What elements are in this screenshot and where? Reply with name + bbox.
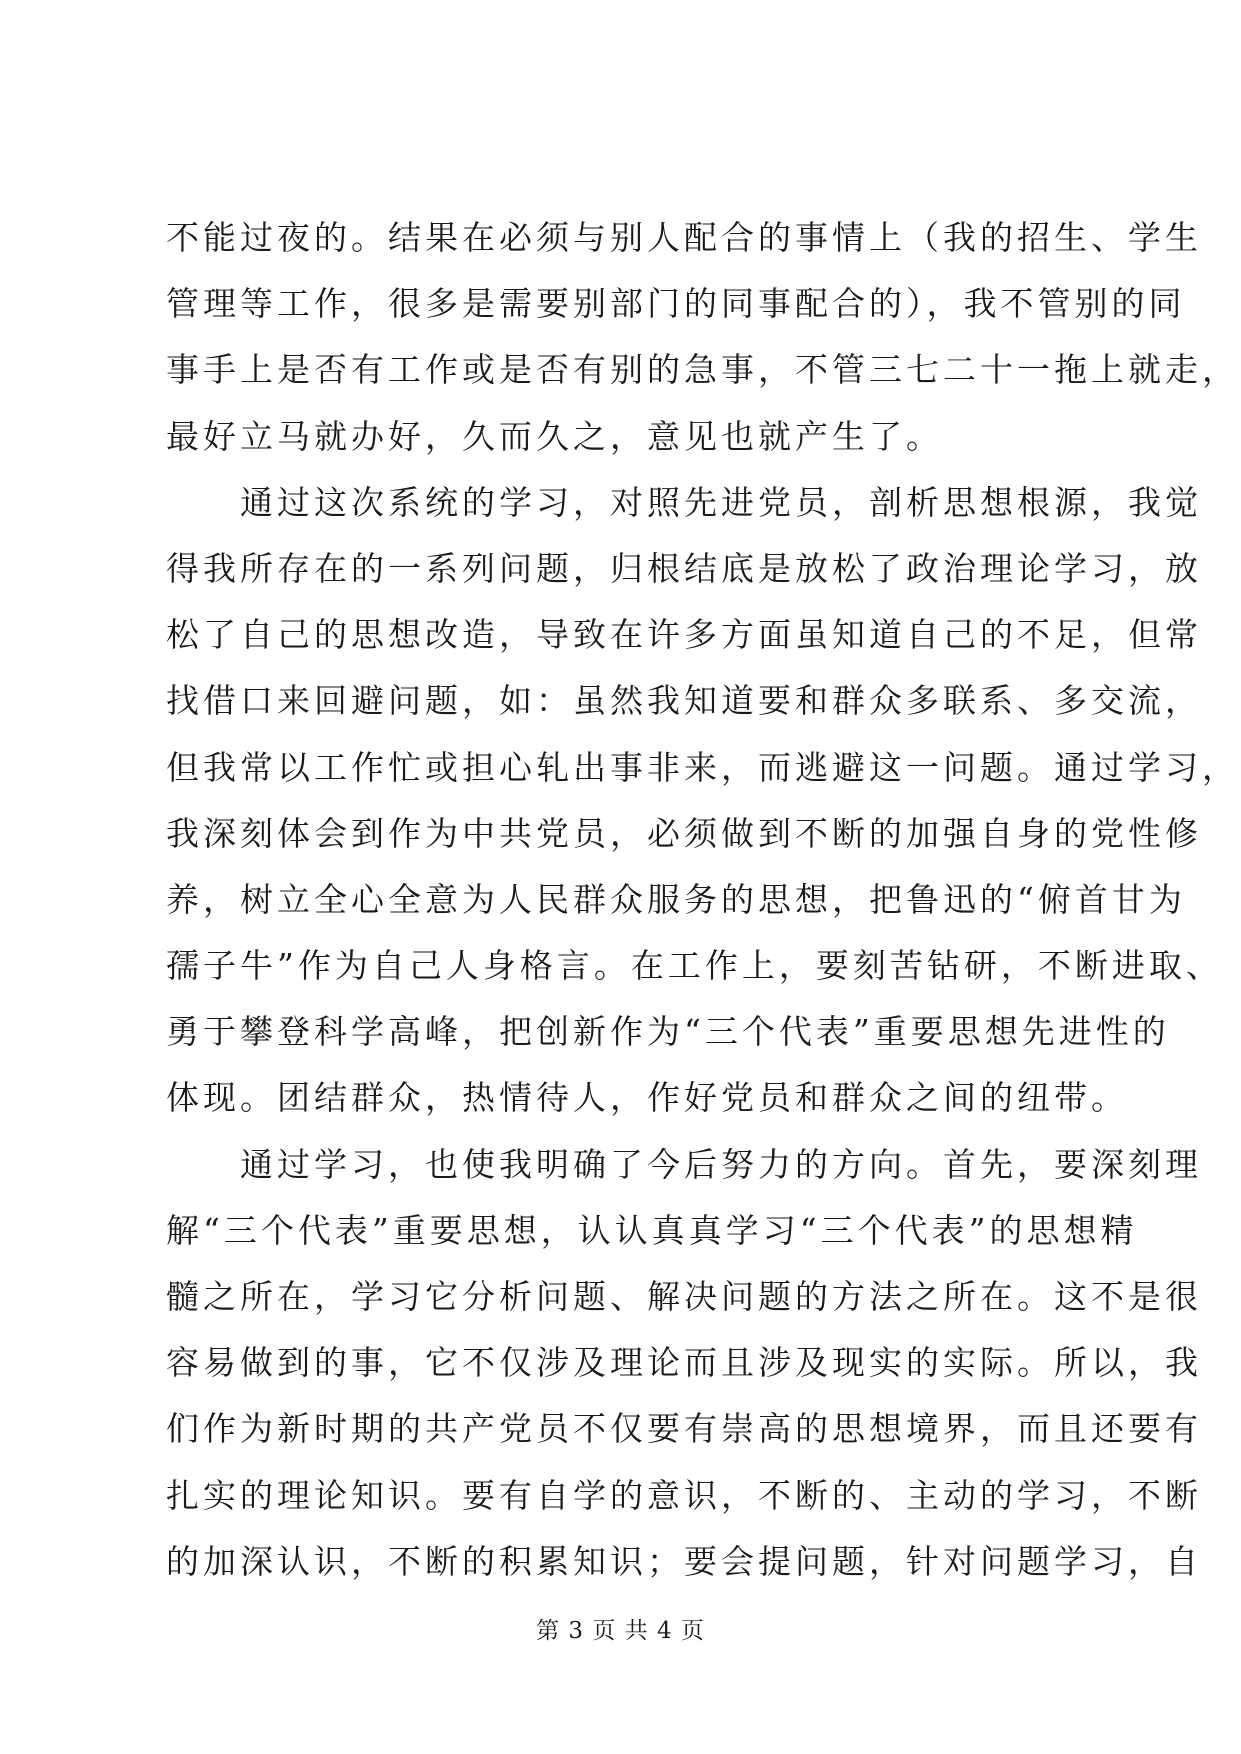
page-number-footer: 第 3 页 共 4 页: [536, 1618, 705, 1644]
text-line: 勇于攀登科学高峰，把创新作为“三个代表”重要思想先进性的: [166, 1012, 1170, 1052]
text-line: 体现。团结群众，热情待人，作好党员和群众之间的纽带。: [166, 1078, 1128, 1118]
text-line: 解“三个代表”重要思想，认认真真学习“三个代表”的思想精: [166, 1210, 1138, 1250]
text-line: 通过学习，也使我明确了今后努力的方向。首先，要深刻理: [240, 1144, 1202, 1184]
text-line: 养，树立全心全意为人民群众服务的思想，把鲁迅的“俯首甘为: [166, 879, 1186, 919]
document-body: [166, 205, 1239, 1595]
text-line: 松了自己的思想改造，导致在许多方面虽知道自己的不足，但常: [166, 615, 1202, 655]
text-line: 们作为新时期的共产党员不仅要有崇高的思想境界，而且还要有: [166, 1409, 1202, 1449]
text-line: 我深刻体会到作为中共党员，必须做到不断的加强自身的党性修: [166, 813, 1202, 853]
text-line: 通过这次系统的学习，对照先进党员，剖析思想根源，我觉: [240, 482, 1202, 522]
text-line: 得我所存在的一系列问题，归根结底是放松了政治理论学习，放: [166, 548, 1202, 588]
text-line: 髓之所在，学习它分析问题、解决问题的方法之所在。这不是很: [166, 1277, 1202, 1316]
text-line: 孺子牛”作为自己人身格言。在工作上，要刻苦钻研，不断进取、: [166, 946, 1223, 986]
text-line: 最好立马就办好，久而久之，意见也就产生了。: [166, 416, 943, 456]
text-line: 管理等工作，很多是需要别部门的同事配合的），我不管别的同: [166, 284, 1186, 324]
text-line: 的加深认识，不断的积累知识；要会提问题，针对问题学习，自: [166, 1541, 1202, 1581]
text-line: 扎实的理论知识。要有自学的意识，不断的、主动的学习，不断: [166, 1475, 1202, 1515]
text-line: 找借口来回避问题，如：虽然我知道要和群众多联系、多交流，: [166, 681, 1202, 721]
text-line: 容易做到的事，它不仅涉及理论而且涉及现实的实际。所以，我: [166, 1343, 1202, 1383]
text-line: 事手上是否有工作或是否有别的急事，不管三七二十一拖上就走，: [166, 350, 1239, 390]
text-line: 但我常以工作忙或担心轧出事非来，而逃避这一问题。通过学习，: [166, 747, 1239, 787]
text-line: 不能过夜的。结果在必须与别人配合的事情上（我的招生、学生: [166, 218, 1202, 257]
